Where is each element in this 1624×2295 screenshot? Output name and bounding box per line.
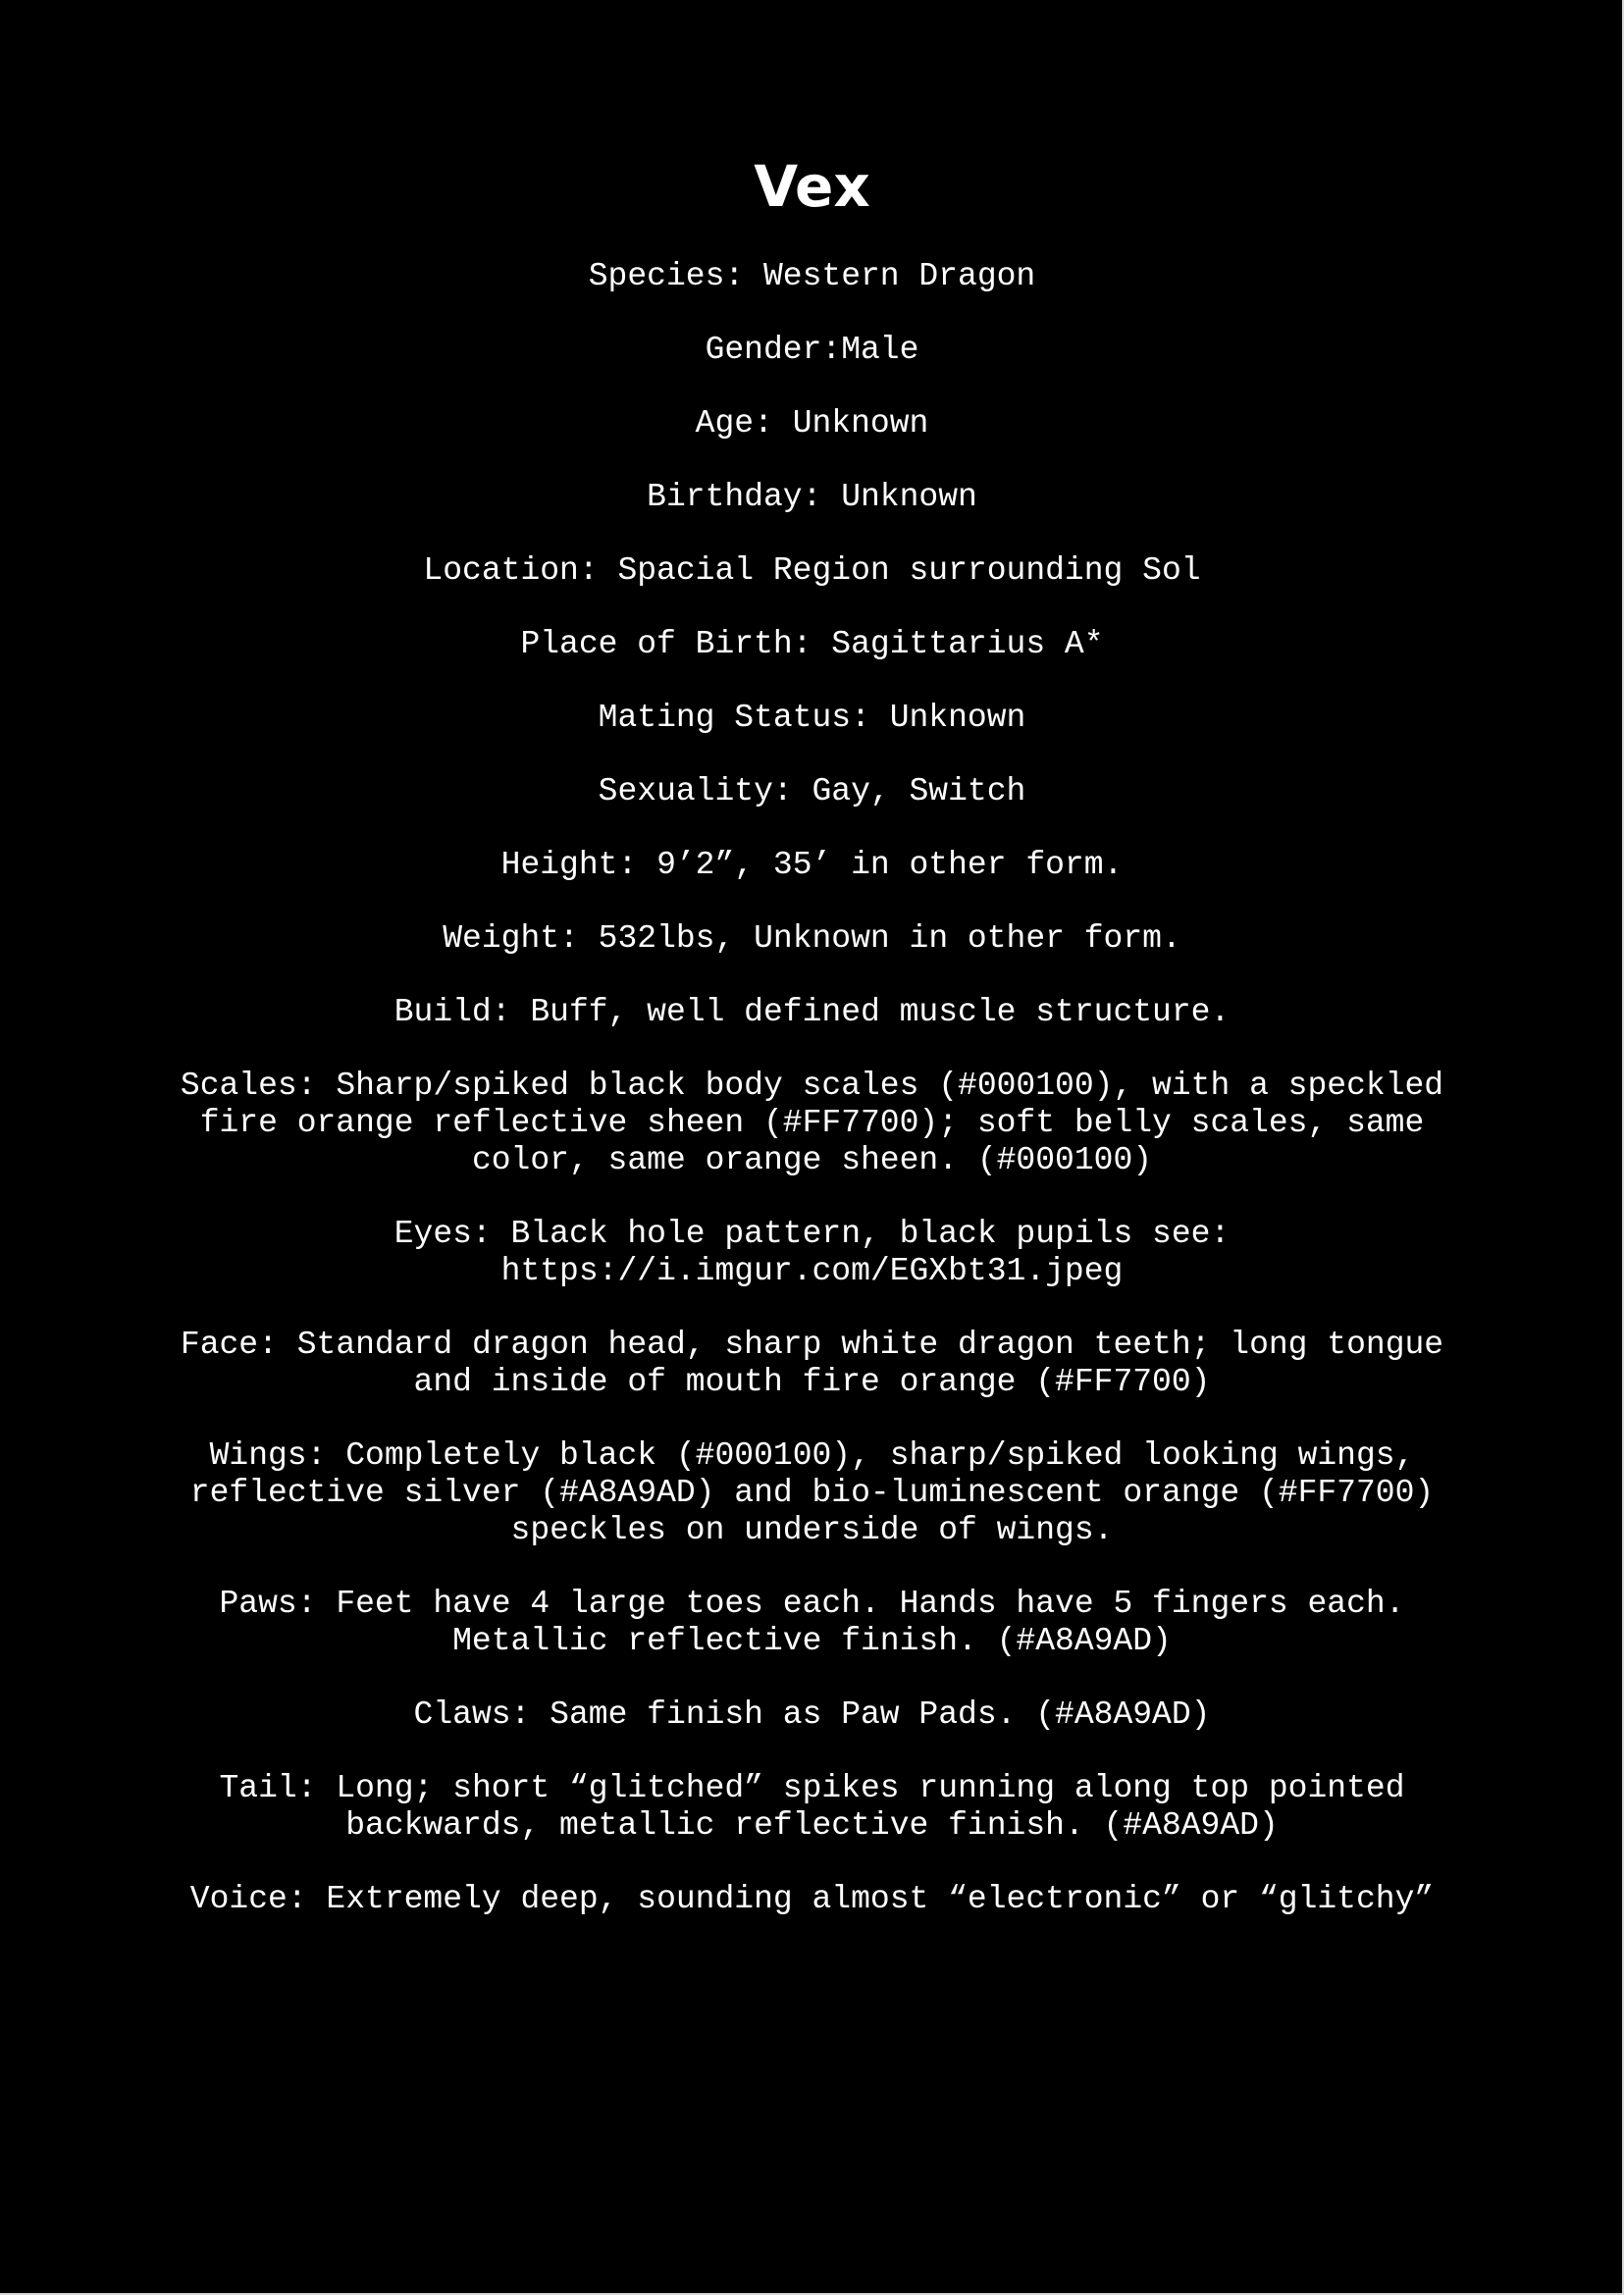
document-body (157, 137, 1467, 1918)
paws-field: Paws: Feet have 4 large toes each. Hands have 5 fingers each. Metallic reflective finish. (#A8A9AD) (219, 1586, 1405, 1659)
weight-field: Weight: 532lbs, Unknown in other form. (443, 920, 1181, 957)
gender-field: Gender:Male (705, 332, 919, 368)
sexuality-field: Sexuality: Gay, Switch (598, 773, 1026, 809)
wings-field: Wings: Completely black (#000100), sharp/spiked looking wings, reflective silver (#A8A9AD) and bio-luminescent orange (#FF7700) speckles on underside of wings. (189, 1437, 1435, 1548)
claws-field: Claws: Same finish as Paw Pads. (#A8A9AD) (413, 1696, 1211, 1733)
face-field: Face: Standard dragon head, sharp white dragon teeth; long tongue and inside of mouth fire orange (#FF7700) (180, 1327, 1444, 1400)
mating-status-field: Mating Status: Unknown (598, 700, 1026, 736)
height-field: Height: 9’2”, 35’ in other form. (500, 847, 1124, 883)
species-field: Species: Western Dragon (588, 258, 1036, 294)
scales-field: Scales: Sharp/spiked black body scales (#000100), with a speckled fire orange reflective sheen (#FF7700); soft belly scales, same color, same orange sheen. (#000100) (180, 1068, 1444, 1178)
place-of-birth-field: Place of Birth: Sagittarius A* (520, 626, 1104, 662)
page-title: Vex (754, 153, 870, 220)
age-field: Age: Unknown (695, 405, 929, 442)
birthday-field: Birthday: Unknown (647, 479, 977, 515)
eyes-field: Eyes: Black hole pattern, black pupils see: https://i.imgur.com/EGXbt31.jpeg (393, 1216, 1231, 1289)
tail-field: Tail: Long; short “glitched” spikes running along top pointed backwards, metallic reflective finish. (#A8A9AD) (219, 1770, 1405, 1844)
location-field: Location: Spacial Region surrounding Sol (423, 552, 1201, 589)
build-field: Build: Buff, well defined muscle structure. (393, 994, 1231, 1030)
voice-field: Voice: Extremely deep, sounding almost “electronic” or “glitchy” (189, 1881, 1435, 1917)
